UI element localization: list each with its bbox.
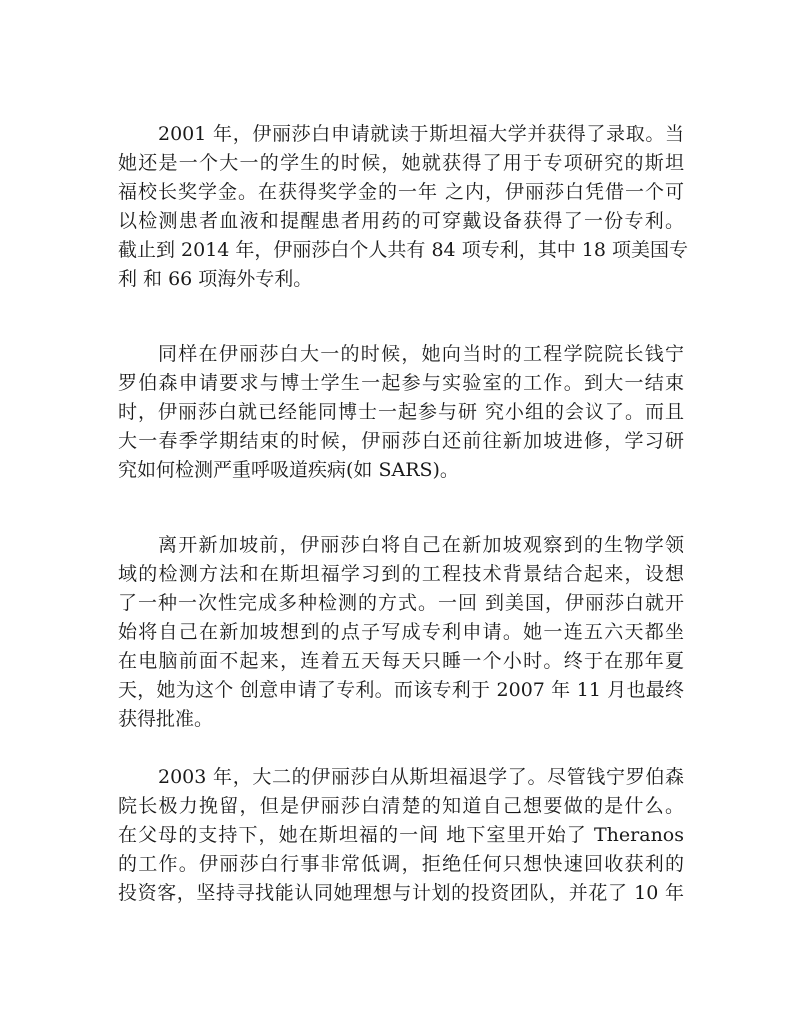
text-line: 天，她为这个 创意申请了专利。而该专利于 2007 年 11 月也最终	[118, 679, 684, 701]
text-line: 2003 年，大二的伊丽莎白从斯坦福退学了。尽管钱宁罗伯森	[158, 766, 684, 788]
paragraph-3	[118, 531, 684, 734]
text-line: 的工作。伊丽莎白行事非常低调，拒绝任何只想快速回收获利的	[118, 853, 684, 875]
text-line: 她还是一个大一的学生的时候，她就获得了用于专项研究的斯坦	[118, 152, 684, 174]
text-line: 究如何检测严重呼吸道疾病(如 SARS)。	[118, 459, 459, 481]
text-line: 2001 年，伊丽莎白申请就读于斯坦福大学并获得了录取。当	[158, 123, 684, 145]
text-line: 大一春季学期结束的时候，伊丽莎白还前往新加坡进修，学习研	[118, 430, 684, 452]
text-line: 离开新加坡前，伊丽莎白将自己在新加坡观察到的生物学领	[158, 534, 684, 556]
text-line: 同样在伊丽莎白大一的时候，她向当时的工程学院院长钱宁	[158, 343, 684, 365]
text-line: 利 和 66 项海外专利。	[118, 268, 313, 290]
text-line: 以检测患者血液和提醒患者用药的可穿戴设备获得了一份专利。	[118, 210, 684, 232]
paragraph-1	[118, 120, 688, 294]
text-line: 在父母的支持下，她在斯坦福的一间 地下室里开始了 Theranos	[118, 824, 684, 846]
paragraph-2	[118, 340, 684, 485]
text-line: 截止到 2014 年，伊丽莎白个人共有 84 项专利，其中 18 项美国专	[118, 239, 688, 261]
text-line: 时，伊丽莎白就已经能同博士一起参与研 究小组的会议了。而且	[118, 401, 684, 423]
text-line: 院长极力挽留，但是伊丽莎白清楚的知道自己想要做的是什么。	[118, 795, 684, 817]
text-line: 域的检测方法和在斯坦福学习到的工程技术背景结合起来，设想	[118, 563, 684, 585]
text-line: 获得批准。	[118, 708, 214, 730]
text-line: 了一种一次性完成多种检测的方式。一回 到美国，伊丽莎白就开	[118, 592, 684, 614]
paragraph-4	[118, 763, 684, 908]
text-line: 在电脑前面不起来，连着五天每天只睡一个小时。终于在那年夏	[118, 650, 684, 672]
text-line: 投资客，坚持寻找能认同她理想与计划的投资团队，并花了 10 年	[118, 882, 684, 904]
text-line: 福校长奖学金。在获得奖学金的一年 之内，伊丽莎白凭借一个可	[118, 181, 684, 203]
text-line: 罗伯森申请要求与博士学生一起参与实验室的工作。到大一结束	[118, 372, 684, 394]
text-line: 始将自己在新加坡想到的点子写成专利申请。她一连五六天都坐	[118, 621, 684, 643]
